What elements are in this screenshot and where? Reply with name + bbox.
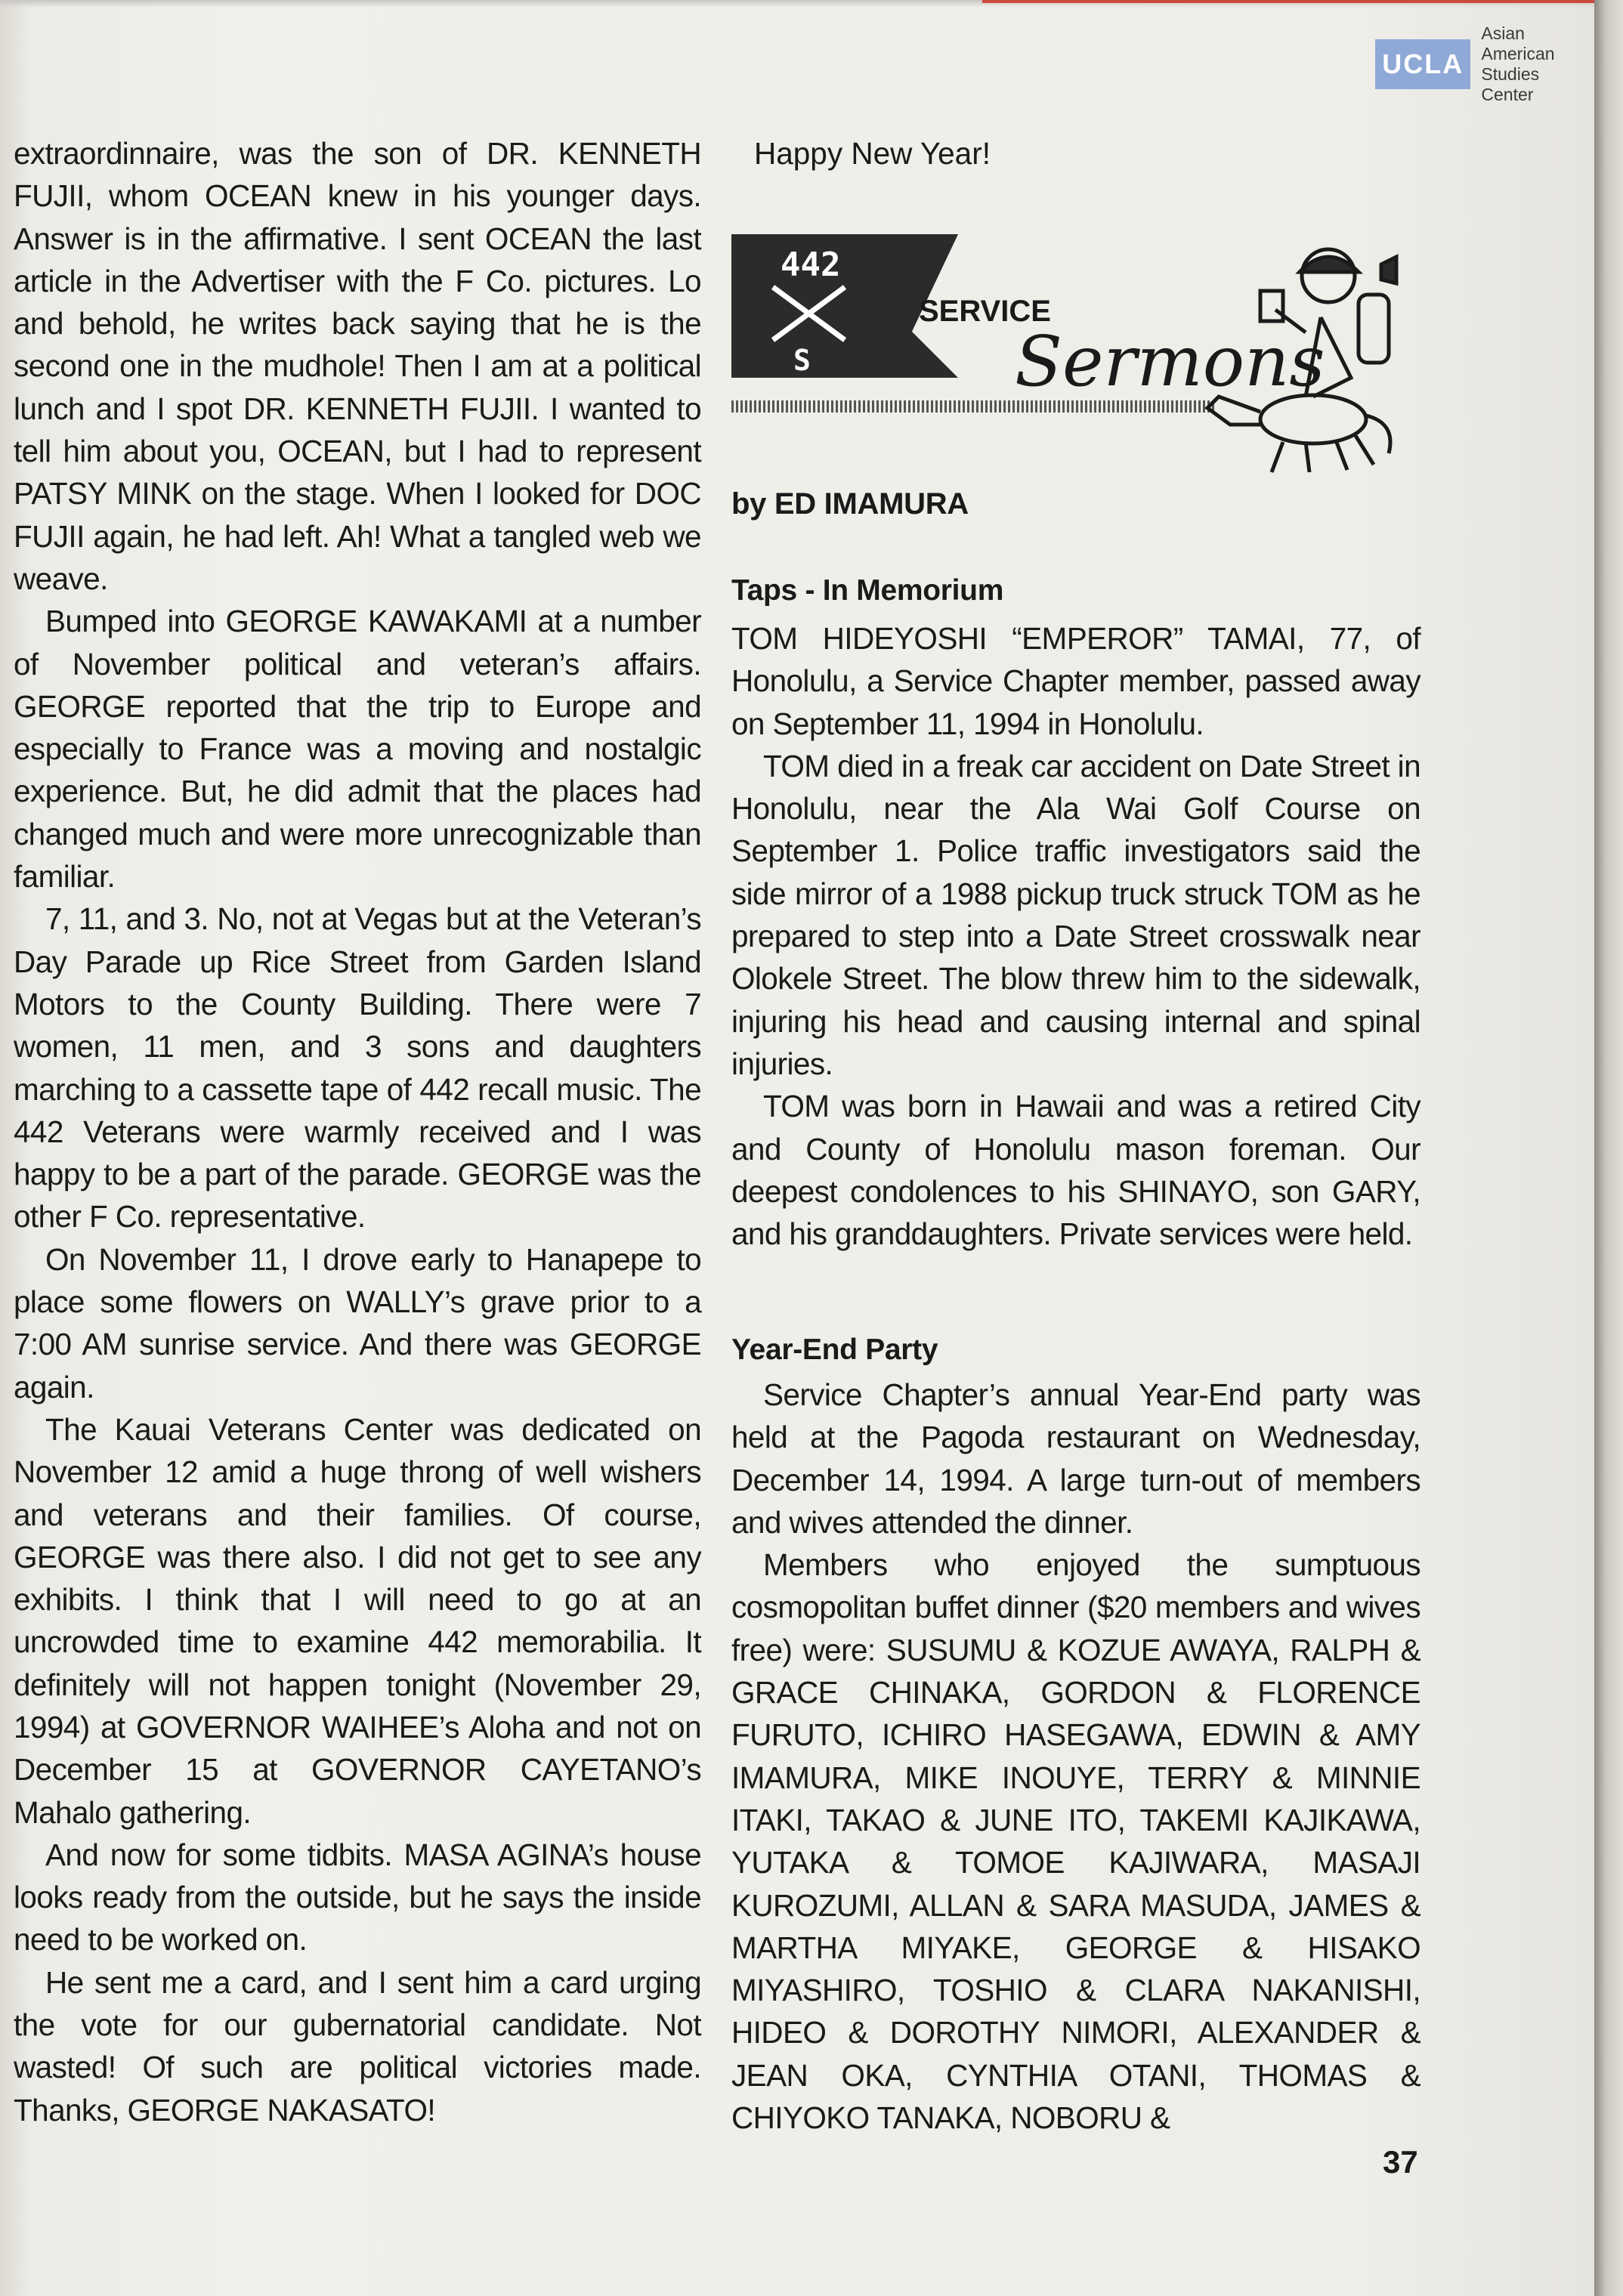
book-spine-edge	[1594, 0, 1623, 2296]
ucla-logo: UCLA	[1375, 39, 1470, 89]
pennant-letter: S	[793, 344, 811, 377]
left-paragraph-2: Bumped into GEORGE KAWAKAMI at a number of November political and veteran’s affairs. GEORGE reported that the trip to Europe and especially to France was a moving and nostalgic experience. But, he did admit that the places had changed much and were more unrecognizable than familiar.	[14, 604, 701, 895]
service-word: SERVICE	[919, 295, 1051, 328]
left-paragraph-6: And now for some tidbits. MASA AGINA’s house looks ready from the outside, but he says the inside need to be worked on.	[14, 1837, 701, 1958]
section-heading-year-end-party: Year-End Party	[731, 1333, 938, 1366]
left-paragraph-3: 7, 11, and 3. No, not at Vegas but at the Veteran’s Day Parade up Rice Street from Garden Island Motors to the County Building. There were 7 women, 11 men, and 3 sons and daughters marching to a cassette tape of 442 recall music. The 442 Veterans were warmly received and I was happy to be a part of the parade. GEORGE was the other F Co. representative.	[14, 901, 701, 1235]
byline: by ED IMAMURA	[731, 487, 969, 521]
taps-section-body	[731, 617, 1421, 1255]
taps-paragraph-2: TOM died in a freak car accident on Date Street in Honolulu, near the Ala Wai Golf Course on September 1. Police traffic investigators said the side mirror of a 1988 pickup truck struck TOM as he prepared to step into a Date Street crosswalk near Olokele Street. The blow threw him to the sidewalk, injuring his head and causing internal and spinal injuries.	[731, 748, 1421, 1081]
taps-paragraph-3: TOM was born in Hawaii and was a retired City and County of Honolulu mason foreman. Our deepest condolences to his SHINAYO, son GARY, and his granddaughters. Private services were held.	[731, 1089, 1421, 1252]
sermons-script: Sermons	[1015, 321, 1325, 402]
greeting: Happy New Year!	[754, 136, 991, 171]
aasc-label	[1481, 23, 1594, 105]
taps-paragraph-1: TOM HIDEYOSHI “EMPEROR” TAMAI, 77, of Honolulu, a Service Chapter member, passed away on September 11, 1994 in Honolulu.	[731, 621, 1421, 741]
page-number: 37	[1383, 2144, 1418, 2180]
section-heading-taps: Taps - In Memorium	[731, 574, 1004, 607]
pennant-number: 442	[781, 246, 841, 284]
left-column	[14, 132, 701, 2131]
page-top-red-edge	[982, 0, 1594, 3]
left-paragraph-5: The Kauai Veterans Center was dedicated on November 12 amid a huge throng of well wishers and veterans and their families. Of course, GEORGE was there also. I did not get to see any exhibits. I think that I will need to go at an uncrowded time to examine 442 memorabilia. It definitely will not happen tonight (November 29, 1994) at GOVERNOR WAIHEE’s Aloha and not on December 15 at GOVERNOR CAYETANO’s Mahalo gathering.	[14, 1411, 701, 1830]
ucla-aasc-badge	[1375, 23, 1594, 104]
party-paragraph-1: Service Chapter’s annual Year-End party was held at the Pagoda restaurant on Wednesday, December 14, 1994. A large turn-out of members and wives attended the dinner.	[731, 1377, 1421, 1540]
left-paragraph-4: On November 11, I drove early to Hanapepe to place some flowers on WALLY’s grave prior to a 7:00 AM sunrise service. And there was GEORGE again.	[14, 1241, 701, 1404]
party-section-body	[731, 1374, 1421, 2139]
left-paragraph-7: He sent me a card, and I sent him a card urging the vote for our gubernatorial candidate. Not wasted! Of such are political victories made. Thanks, GEORGE NAKASATO!	[14, 1964, 701, 2128]
aasc-label-line2: Studies Center	[1481, 64, 1540, 104]
aasc-label-line1: Asian American	[1481, 23, 1555, 63]
party-paragraph-2: Members who enjoyed the sumptuous cosmopolitan buffet dinner ($20 members and wives free) were: SUSUMU & KOZUE AWAYA, RALPH & GRACE CHINAKA, GORDON & FLORENCE FURUTO, ICHIRO HASEGAWA, EDWIN & AMY IMAMURA, MIKE INOUYE, TERRY & MINNIE ITAKI, TAKAO & JUNE ITO, TAKEMI KAJIKAWA, YUTAKA & TOMOE KAJIWARA, MASAJI KUROZUMI, ALLAN & SARA MASUDA, JAMES & MARTHA MIYAKE, GEORGE & HISAKO MIYASHIRO, TOSHIO & CLARA NAKANISHI, HIDEO & DOROTHY NIMORI, ALEXANDER & JEAN OKA, CYNTHIA OTANI, THOMAS & CHIYOKO TANAKA, NOBORU &	[731, 1547, 1421, 2136]
service-sermons-logo	[731, 227, 1419, 484]
left-paragraph-1: extraordinnaire, was the son of DR. KENNETH FUJII, whom OCEAN knew in his younger days. Answer is in the affirmative. I sent OCEAN the last article in the Advertiser with the F Co. pictures. Lo and behold, he writes back saying that he is the second one in the mudhole! Then I am at a political lunch and I spot DR. KENNETH FUJII. I wanted to tell him about you, OCEAN, but I had to represent PATSY MINK on the stage. When I looked for DOC FUJII again, he had left. Ah! What a tangled web we weave.	[14, 136, 701, 596]
